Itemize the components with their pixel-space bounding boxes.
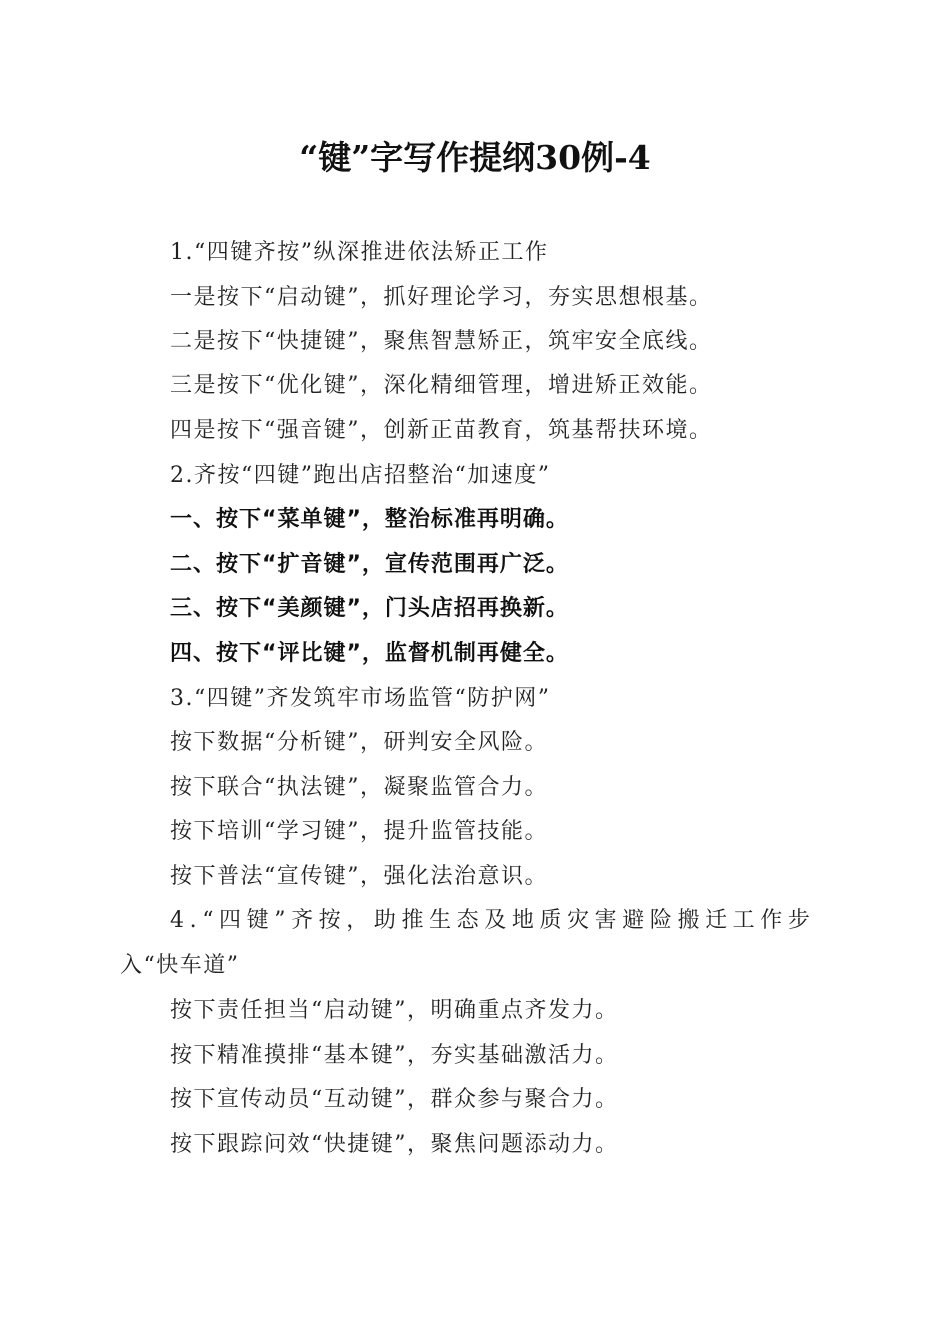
section-heading: 3.“四键”齐发筑牢市场监管“防护网” xyxy=(170,686,551,711)
list-item: 按下联合“执法键”，凝聚监管合力。 xyxy=(170,775,548,800)
list-item: 按下培训“学习键”，提升监管技能。 xyxy=(170,819,548,844)
list-item: 三是按下“优化键”，深化精细管理，增进矫正效能。 xyxy=(170,373,713,398)
list-item: 一是按下“启动键”，抓好理论学习，夯实思想根基。 xyxy=(170,285,713,310)
list-item: 按下精准摸排“基本键”，夯实基础激活力。 xyxy=(170,1043,619,1068)
list-item: 四是按下“强音键”，创新正苗教育，筑基帮扶环境。 xyxy=(170,418,713,443)
list-item: 二是按下“快捷键”，聚焦智慧矫正，筑牢安全底线。 xyxy=(170,329,713,354)
list-item: 按下数据“分析键”，研判安全风险。 xyxy=(170,730,548,755)
list-item: 一、按下“菜单键”，整治标准再明确。 xyxy=(170,507,569,532)
list-item: 二、按下“扩音键”，宣传范围再广泛。 xyxy=(170,552,569,577)
document-title: “键”字写作提纲30例-4 xyxy=(299,138,651,177)
list-item: 按下跟踪问效“快捷键”，聚焦问题添动力。 xyxy=(170,1132,619,1157)
list-item: 四、按下“评比键”，监督机制再健全。 xyxy=(170,641,569,666)
section-heading: 2.齐按“四键”跑出店招整治“加速度” xyxy=(170,463,551,488)
list-item: 按下责任担当“启动键”，明确重点齐发力。 xyxy=(170,998,619,1023)
list-item: 按下普法“宣传键”，强化法治意识。 xyxy=(170,864,548,889)
list-item: 按下宣传动员“互动键”，群众参与聚合力。 xyxy=(170,1087,619,1112)
section-heading-continuation: 入“快车道” xyxy=(120,953,240,978)
section-heading: 4.“四键”齐按，助推生态及地质灾害避险搬迁工作步 xyxy=(170,908,816,933)
list-item: 三、按下“美颜键”，门头店招再换新。 xyxy=(170,596,569,621)
section-heading: 1.“四键齐按”纵深推进依法矫正工作 xyxy=(170,240,549,265)
